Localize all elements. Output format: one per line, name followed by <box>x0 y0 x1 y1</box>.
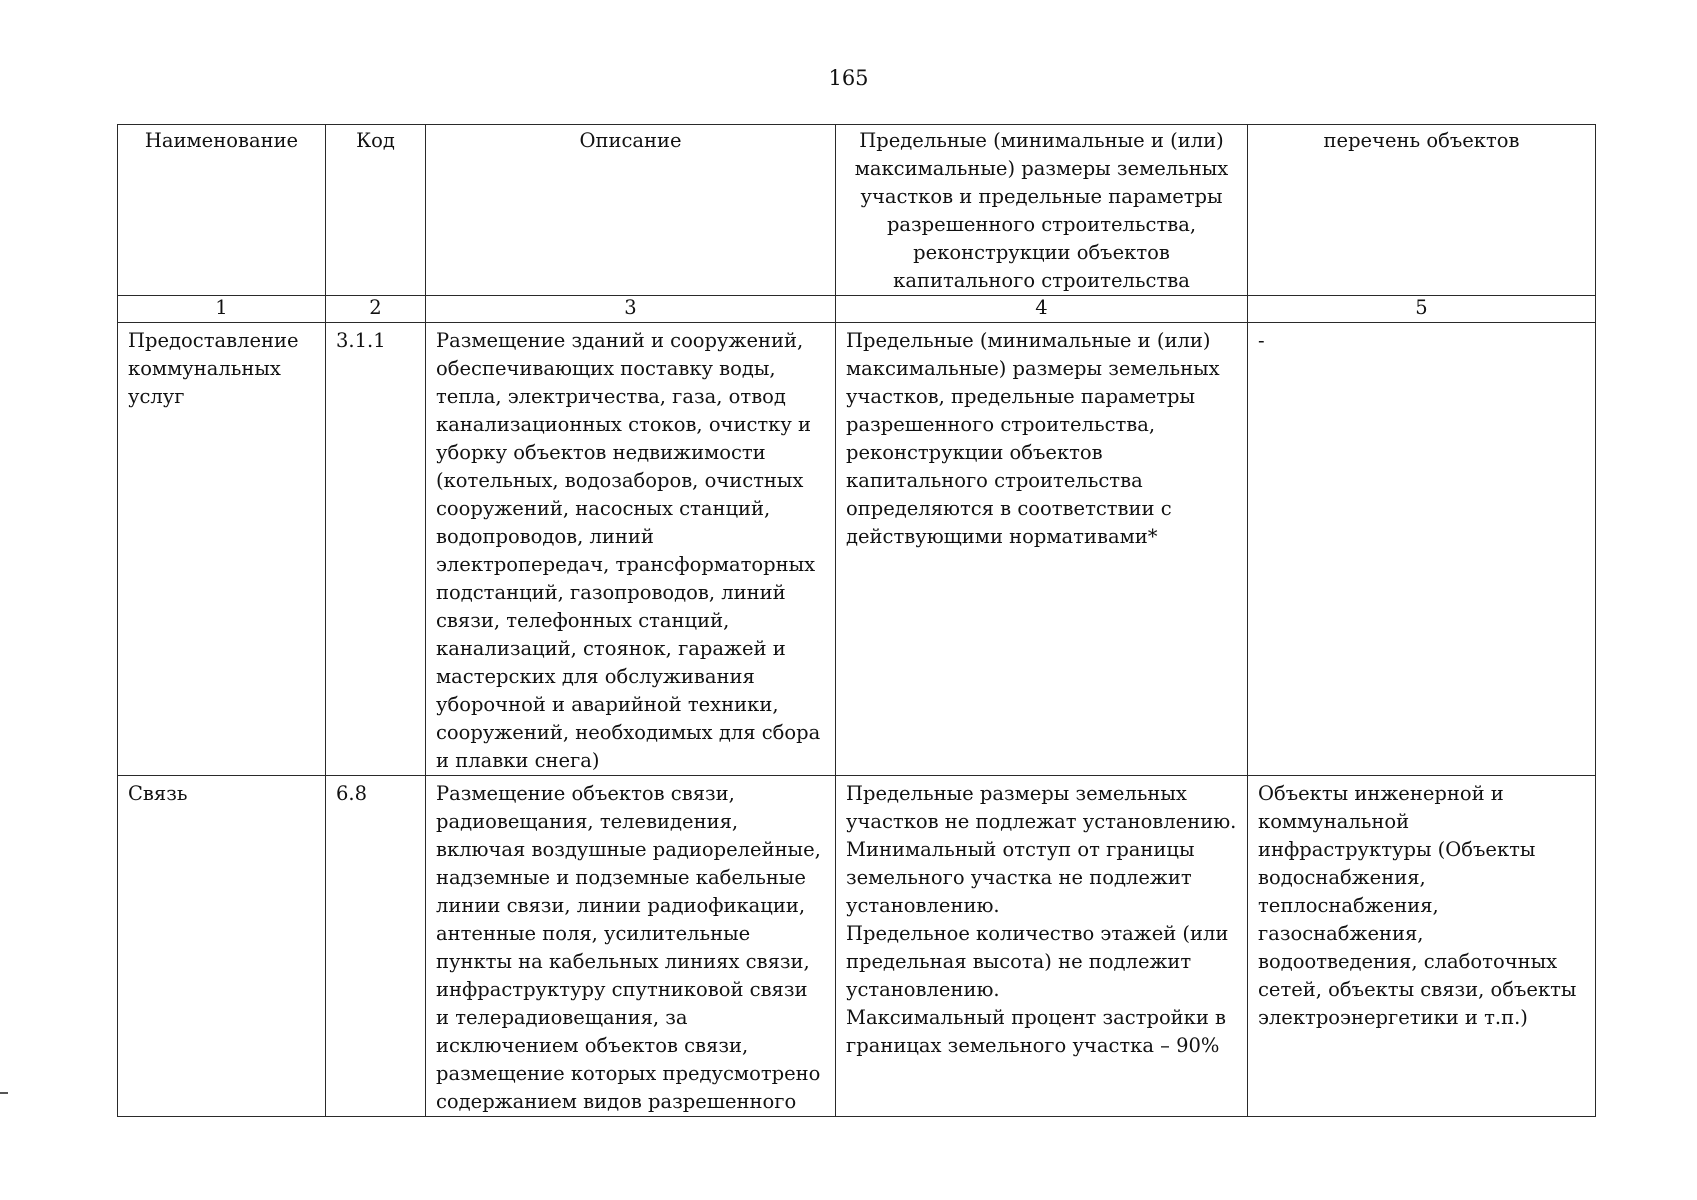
table-row <box>118 776 1596 1117</box>
page-number: 165 <box>828 66 869 90</box>
table-row <box>118 323 1596 776</box>
row-parameters: Предельные (минимальные и (или) максимальные) размеры земельных участков, предельные параметры разрешенного строительства, реконструкции объектов капитального строительства определяются в соответствии с действующими нормативами* <box>836 323 1248 776</box>
column-number: 1 <box>118 296 326 323</box>
row-objects: Объекты инженерной и коммунальной инфраструктуры (Объекты водоснабжения, теплоснабжения, газоснабжения, водоотведения, слаботочных сетей, объекты связи, объекты электроэнергетики и т.п.) <box>1248 776 1596 1117</box>
column-number: 2 <box>326 296 426 323</box>
row-description: Размещение зданий и сооружений, обеспечивающих поставку воды, тепла, электричества, газа, отвод канализационных стоков, очистку и уборку объектов недвижимости (котельных, водозаборов, очистных сооружений, насосных станций, водопроводов, линий электропередач, трансформаторных подстанций, газопроводов, линий связи, телефонных станций, канализаций, стоянок, гаражей и мастерских для обслуживания уборочной и аварийной техники, сооружений, необходимых для сбора и плавки снега) <box>426 323 836 776</box>
column-number: 3 <box>426 296 836 323</box>
header-code: Код <box>326 125 426 296</box>
column-number: 4 <box>836 296 1248 323</box>
table-header-row <box>118 125 1596 296</box>
header-name: Наименование <box>118 125 326 296</box>
header-objects: перечень объектов <box>1248 125 1596 296</box>
row-code: 3.1.1 <box>326 323 426 776</box>
row-name: Связь <box>118 776 326 1117</box>
header-parameters: Предельные (минимальные и (или) максимальные) размеры земельных участков и предельные параметры разрешенного строительства, реконструкции объектов капитального строительства <box>836 125 1248 296</box>
column-number: 5 <box>1248 296 1596 323</box>
column-number-row <box>118 296 1596 323</box>
row-description: Размещение объектов связи, радиовещания, телевидения, включая воздушные радиорелейные, надземные и подземные кабельные линии связи, линии радиофикации, антенные поля, усилительные пункты на кабельных линиях связи, инфраструктуру спутниковой связи и телерадиовещания, за исключением объектов связи, размещение которых предусмотрено содержанием видов разрешенного <box>426 776 836 1117</box>
row-code: 6.8 <box>326 776 426 1117</box>
row-name: Предоставление коммунальных услуг <box>118 323 326 776</box>
scan-edge-mark <box>0 1092 8 1094</box>
row-parameters: Предельные размеры земельных участков не подлежат установлению. Минимальный отступ от границы земельного участка не подлежит установлению. Предельное количество этажей (или предельная высота) не подлежит установлению. Максимальный процент застройки в границах земельного участка – 90% <box>836 776 1248 1117</box>
row-objects: - <box>1248 323 1596 776</box>
header-description: Описание <box>426 125 836 296</box>
land-use-table <box>117 124 1596 1117</box>
